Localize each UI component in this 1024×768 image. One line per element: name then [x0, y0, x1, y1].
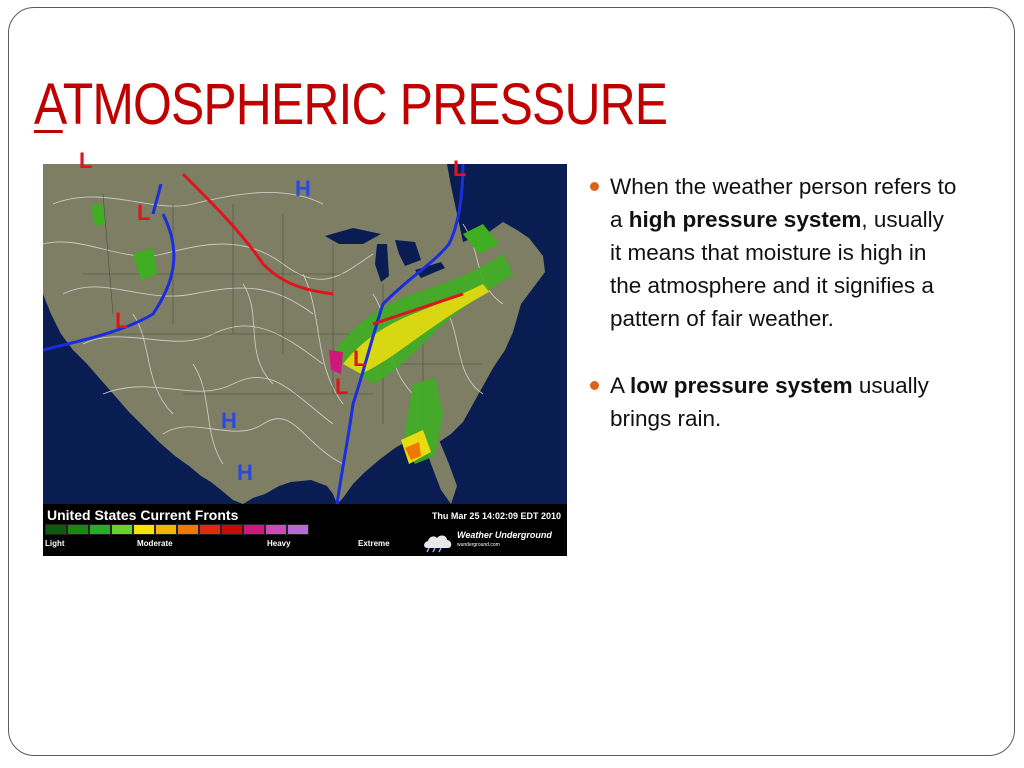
weather-map — [43, 148, 567, 556]
weather-underground-logo — [423, 528, 563, 552]
pressure-center-high: H — [237, 460, 253, 485]
precip-scale-labels — [45, 539, 425, 551]
logo-url: wunderground.com — [457, 542, 500, 548]
pressure-center-low: L — [115, 308, 129, 333]
bullet-item — [590, 369, 960, 435]
scale-swatch — [221, 524, 243, 535]
map-title: United States Current Fronts — [47, 507, 239, 523]
scale-label-moderate: Moderate — [137, 539, 173, 548]
pressure-center-low: L — [353, 346, 367, 371]
cloud-icon — [423, 528, 455, 552]
pressure-center-low: L — [335, 374, 349, 399]
scale-label-heavy: Heavy — [267, 539, 291, 548]
logo-name: Weather Underground — [457, 530, 552, 540]
map-legend — [43, 504, 567, 556]
bullet-text-post: usually brings rain. — [610, 373, 929, 431]
pressure-center-high: H — [295, 176, 311, 201]
title-first-letter: A — [34, 72, 63, 137]
bullet-dot-icon — [590, 182, 599, 191]
scale-swatch — [177, 524, 199, 535]
scale-swatch — [287, 524, 309, 535]
scale-swatch — [67, 524, 89, 535]
bullet-text-post: , usually it means that moisture is high in the atmosphere and it signifies a pattern of fair weather. — [610, 207, 944, 331]
pressure-center-low: L — [137, 200, 151, 225]
bullet-text-bold: high pressure system — [628, 207, 862, 232]
bullet-text-pre: When the weather person refers to a — [610, 174, 957, 232]
slide-title — [34, 72, 668, 137]
scale-swatch — [89, 524, 111, 535]
bullet-text-pre: A — [610, 373, 631, 398]
map-timestamp: Thu Mar 25 14:02:09 EDT 2010 — [431, 511, 561, 521]
pressure-center-high: H — [221, 408, 237, 433]
bullet-dot-icon — [590, 381, 599, 390]
precip-scale — [45, 524, 309, 535]
scale-swatch — [111, 524, 133, 535]
scale-label-extreme: Extreme — [358, 539, 390, 548]
pressure-center-low: L — [453, 156, 467, 181]
scale-swatch — [265, 524, 287, 535]
pressure-center-low: L — [79, 148, 93, 173]
scale-swatch — [243, 524, 265, 535]
weather-map-graphic — [43, 148, 567, 556]
bullet-item — [590, 170, 960, 335]
bullet-text-bold: low pressure system — [630, 373, 853, 398]
scale-label-light: Light — [45, 539, 65, 548]
scale-swatch — [45, 524, 67, 535]
title-rest: TMOSPHERIC PRESSURE — [62, 72, 668, 137]
scale-swatch — [133, 524, 155, 535]
scale-swatch — [199, 524, 221, 535]
bullet-list — [590, 170, 960, 469]
scale-swatch — [155, 524, 177, 535]
